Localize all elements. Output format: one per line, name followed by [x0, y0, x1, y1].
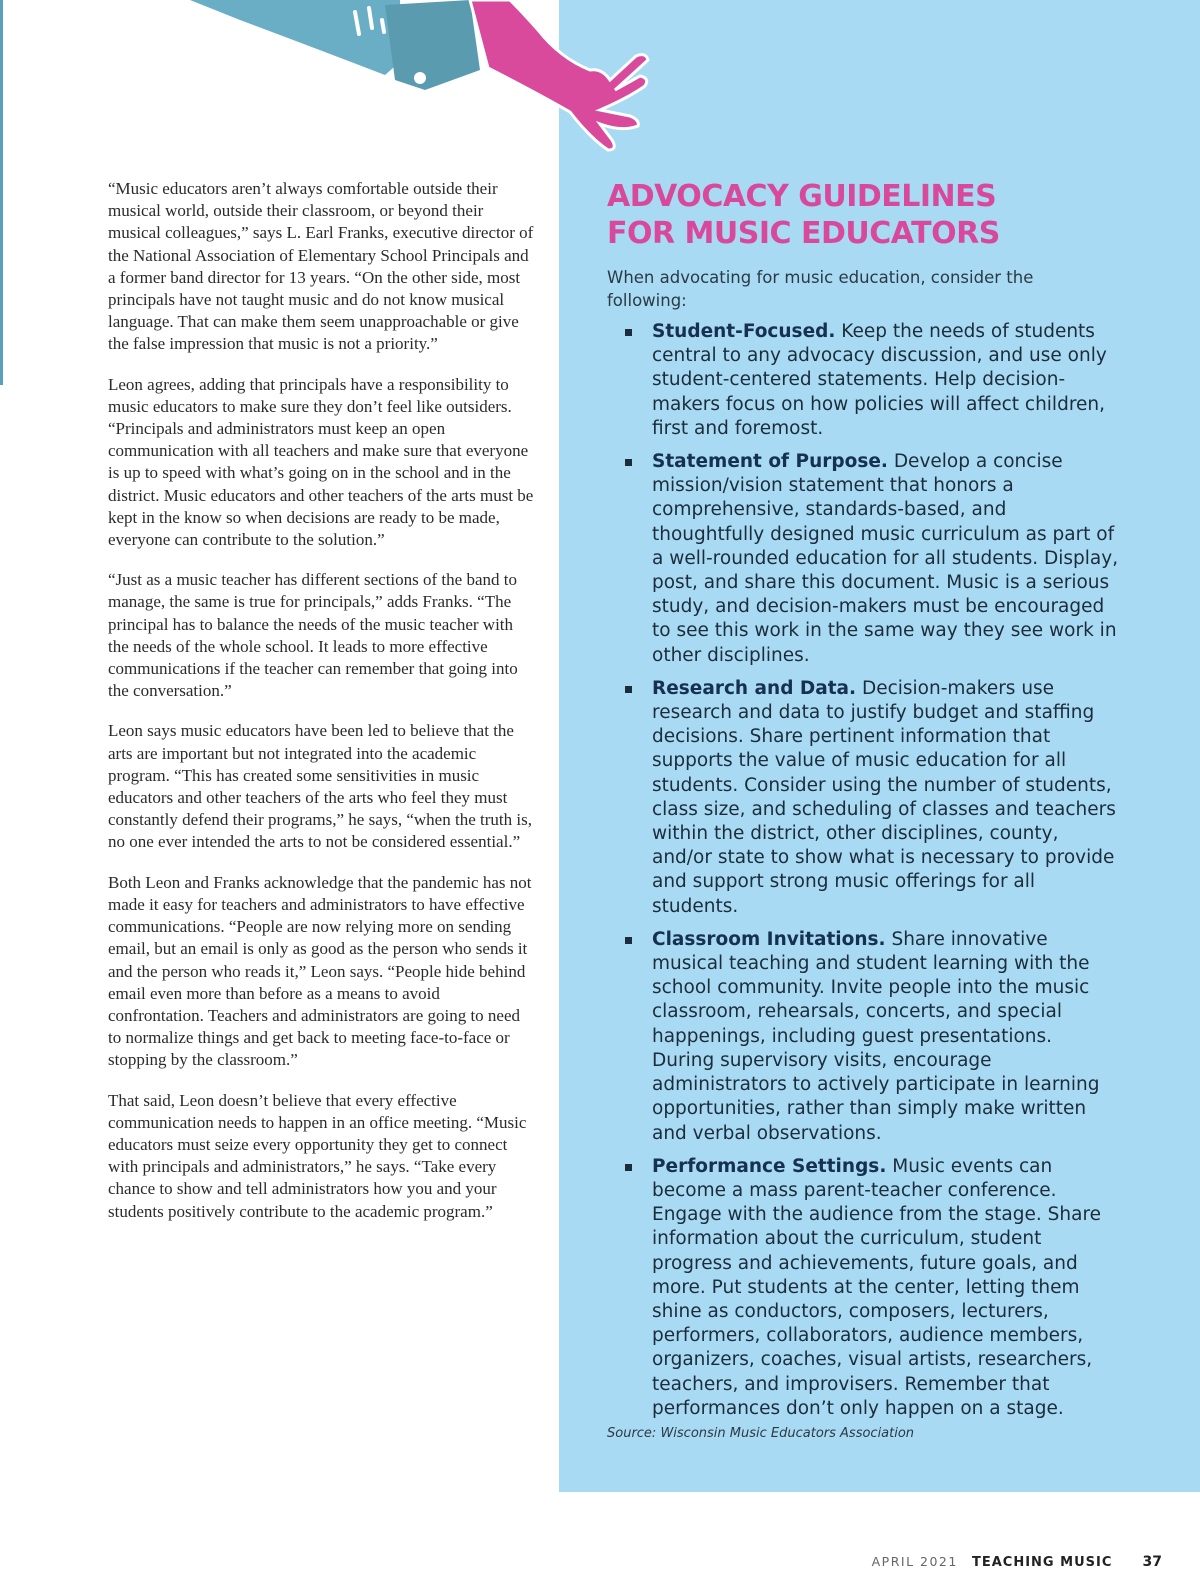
bullet-icon	[625, 459, 632, 466]
bullet-icon	[625, 937, 632, 944]
guideline-heading: Student-Focused.	[652, 321, 836, 342]
sidebar-intro: When advocating for music education, consider the following:	[607, 268, 1034, 310]
left-edge-rule	[0, 0, 3, 385]
sidebar-title-line-2: FOR MUSIC EDUCATORS	[607, 216, 1000, 251]
guideline-list	[620, 320, 1120, 1430]
guideline-heading: Performance Settings.	[652, 1155, 887, 1177]
article-body	[108, 178, 536, 1241]
article-paragraph: That said, Leon doesn’t believe that every effective communication needs to happen in an office meeting. “Music educators must seize every opportunity they get to connect with principals and administrators,” he says. “Take every chance to show and tell administrators how you and your students positively contribute to the academic program.”	[108, 1090, 527, 1221]
page-number: 37	[1142, 1554, 1162, 1570]
guideline-item-performance-settings	[620, 1155, 1120, 1421]
sidebar-source: Source: Wisconsin Music Educators Association	[607, 1426, 915, 1441]
sidebar-title	[607, 178, 1167, 252]
bullet-icon	[625, 329, 632, 336]
bullet-icon	[625, 686, 632, 693]
bullet-icon	[625, 1164, 632, 1171]
footer-magazine-name: TEACHING MUSIC	[971, 1555, 1113, 1570]
guideline-item-student-focused	[620, 320, 1120, 441]
guideline-item-research-and-data	[620, 677, 1120, 919]
page-footer	[872, 1554, 1162, 1570]
article-paragraph: “Music educators aren’t always comfortable outside their musical world, outside their classroom, or beyond their musical colleagues,” says L. Earl Franks, executive director of the National Association of Elementary School Principals and a former band director for 13 years. “On the other side, most principals have not taught music and do not know musical language. That can make them seem unapproachable or give the false impression that music is not a priority.”	[108, 179, 534, 354]
hand	[470, 0, 648, 150]
reaching-hand-illustration	[170, 0, 670, 165]
guideline-item-statement-of-purpose	[620, 450, 1120, 668]
guideline-text: Develop a concise mission/vision statement that honors a comprehensive, standards-based, and thoughtfully designed music curriculum as part of a well-rounded education for all students. Display, post, and share this document. Music is a serious study, and decision-makers must be encouraged to see this work in the same way they see work in other disciplines.	[652, 451, 1119, 666]
guideline-text: Share innovative musical teaching and student learning with the school community. Invite people into the music classroom, rehearsals, concerts, and special happenings, including guest presentations. During supervisory visits, encourage administrators to actively participate in learning opportunities, rather than simply make written and verbal observations.	[652, 928, 1100, 1144]
guideline-item-classroom-invitations	[620, 928, 1120, 1146]
guideline-text: Decision-makers use research and data to justify budget and staffing decisions. Share pertinent information that supports the value of music education for all students. Consider using the number of students, class size, and scheduling of classes and teachers within the district, other disciplines, county, and/or state to show what is necessary to provide and support strong music offerings for all students.	[652, 677, 1116, 917]
guideline-heading: Statement of Purpose.	[652, 451, 888, 473]
article-paragraph: Both Leon and Franks acknowledge that the pandemic has not made it easy for teachers and administrators to have effective communications. “People are now relying more on sending email, but an email is only as good as the person who sends it and the person who reads it,” Leon says. “People hide behind email even more than before as a means to avoid confrontation. Teachers and administrators are going to need to normalize things and get back to meeting face-to-face or stopping by the classroom.”	[108, 872, 532, 1070]
article-paragraph: “Just as a music teacher has different sections of the band to manage, the same is true for principals,” adds Franks. “The principal has to balance the needs of the music teacher with the needs of the whole school. It leads to more effective communications if the teacher can remember that going into the conversation.”	[108, 570, 518, 701]
guideline-heading: Classroom Invitations.	[652, 928, 886, 950]
article-paragraph: Leon agrees, adding that principals have a responsibility to music educators to make sure they don’t feel like outsiders. “Principals and administrators must keep an open communication with all teachers and make sure that everyone is up to speed with what’s going on in the school and in the district. Music educators and other teachers of the arts must be kept in the know so when decisions are ready to be made, everyone can contribute to the solution.”	[108, 374, 534, 550]
sidebar-title-line-1: ADVOCACY GUIDELINES	[607, 179, 997, 214]
guideline-heading: Research and Data.	[652, 677, 857, 699]
guideline-text: Keep the needs of students central to any advocacy discussion, and use only student-centered statements. Help decision-makers focus on how policies will affect children, first and foremost.	[652, 321, 1107, 439]
guideline-text: Music events can become a mass parent-teacher conference. Engage with the audience from the stage. Share information about the curriculum, student progress and achievements, future goals, and more. Put students at the center, letting them shine as conductors, composers, lecturers, performers, collaborators, audience members, organizers, coaches, visual artists, researchers, teachers, and improvisers. Remember that performances don’t only happen on a stage.	[652, 1155, 1102, 1419]
article-paragraph: Leon says music educators have been led to believe that the arts are important but not integrated into the academic program. “This has created some sensitivities in music educators and other teachers of the arts who feel they must constantly defend their programs,” he says, “when the truth is, no one ever intended the arts to not be considered essential.”	[108, 721, 532, 852]
footer-date: APRIL 2021	[871, 1554, 958, 1569]
